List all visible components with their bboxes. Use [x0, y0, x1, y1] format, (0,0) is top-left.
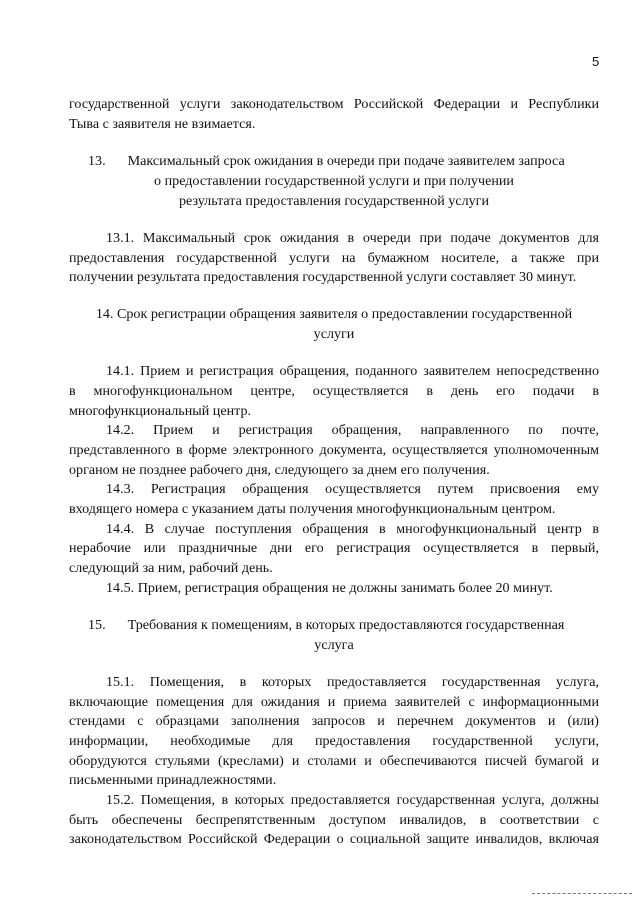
paragraph-line: многофункциональный центр. — [69, 403, 252, 419]
section-heading-line: Требования к помещениям, в которых предоставляются государственная — [127, 617, 565, 633]
paragraph-line: получении результата предоставления государственной услуги составляет 30 минут. — [69, 269, 577, 285]
paragraph-line: входящего номера с указанием даты получения многофункциональным центром. — [69, 501, 556, 517]
paragraph-line: оборудуются стульями (креслами) и столами и обеспечиваются писчей бумагой и — [69, 753, 599, 769]
paragraph-line: представленного в форме электронного документа, осуществляется уполномоченным — [69, 442, 599, 458]
paragraph-line: 14.3. Регистрация обращения осуществляется путем присвоения ему — [106, 481, 599, 497]
paragraph-line: 13.1. Максимальный срок ожидания в очереди при подаче документов для — [106, 230, 599, 246]
page-number: 5 — [592, 54, 600, 69]
paragraph-line: в многофункциональном центре, осуществляется в день его подачи в — [69, 383, 599, 399]
paragraph-line: органом не позднее рабочего дня, следующего за днем его получения. — [69, 462, 490, 478]
paragraph-line: включающие помещения для ожидания и приема заявителей с информационными — [69, 694, 599, 710]
paragraph-line: 15.1. Помещения, в которых предоставляется государственная услуга, — [106, 674, 599, 690]
section-heading-line: результата предоставления государственной услуги — [178, 193, 490, 209]
paragraph-line: предоставления государственной услуги на бумажном носителе, а также при — [69, 250, 599, 266]
section-number: 13. — [88, 153, 106, 169]
paragraph-line: 15.2. Помещения, в которых предоставляется государственная услуга, должны — [106, 792, 599, 808]
section-heading-line: услуга — [314, 637, 354, 653]
section-heading-15 — [88, 616, 599, 636]
paragraph-line: 14.4. В случае поступления обращения в многофункциональный центр в — [106, 521, 599, 537]
paragraph-line: стендами с образцами заполнения запросов и перечнем документов и (или) — [69, 713, 599, 729]
paragraph-line: 14.2. Прием и регистрация обращения, направленного по почте, — [106, 422, 599, 438]
paragraph-line: 14.5. Прием, регистрация обращения не должны занимать более 20 минут. — [106, 580, 553, 596]
paragraph-line: следующий за ним, рабочий день. — [69, 560, 273, 576]
paragraph-line: нерабочие или праздничные дни его регистрация осуществляется в первый, — [69, 540, 599, 556]
scan-edge-mark — [532, 893, 632, 895]
section-heading-line: о предоставлении государственной услуги и при получении — [154, 173, 514, 189]
section-heading-line: 14. Срок регистрации обращения заявителя о предоставлении государственной — [95, 306, 573, 322]
section-heading-line: услуги — [313, 326, 355, 342]
section-number: 15. — [88, 617, 106, 633]
paragraph-line: информации, необходимые для предоставления государственной услуги, — [69, 733, 599, 749]
paragraph-line: Тыва с заявителя не взимается. — [69, 116, 256, 132]
paragraph-line: 14.1. Прием и регистрация обращения, поданного заявителем непосредственно — [106, 363, 599, 379]
paragraph-line: быть обеспечены беспрепятственным доступом инвалидов, в соответствии с — [69, 812, 599, 828]
paragraph-line: государственной услуги законодательством Российской Федерации и Республики — [69, 96, 599, 112]
section-heading-line: Максимальный срок ожидания в очереди при подаче заявителем запроса — [127, 153, 565, 169]
paragraph-line: законодательством Российской Федерации о социальной защите инвалидов, включая — [69, 831, 599, 847]
paragraph-line: письменными принадлежностями. — [69, 772, 277, 788]
section-heading-13 — [88, 152, 599, 172]
